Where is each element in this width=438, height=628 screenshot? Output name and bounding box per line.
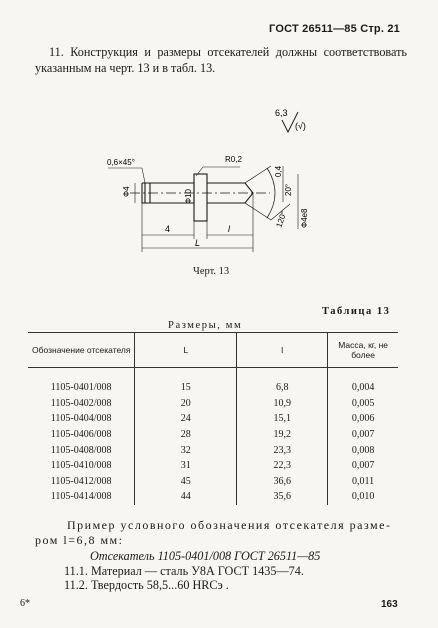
- dim-L-label: L: [195, 238, 201, 248]
- cell-l: 22,3: [237, 458, 328, 474]
- dim-120-label: 120°: [274, 210, 289, 229]
- cell-L: 44: [135, 489, 237, 505]
- cell-l: 19,2: [237, 427, 328, 443]
- cell-l: 36,6: [237, 474, 328, 490]
- section-11-2: 11.2. Твердость 58,5...60 HRCэ .: [64, 578, 229, 592]
- dim-d4-label: Ф4: [122, 186, 131, 197]
- dim-d10-label: Ф10: [184, 189, 193, 204]
- radius-label: R0,2: [225, 155, 242, 164]
- roughness-check-label: (√): [295, 121, 306, 131]
- page-header: ГОСТ 26511—85 Стр. 21: [269, 23, 400, 35]
- cell-L: 20: [135, 396, 237, 412]
- header-l: l: [237, 333, 328, 368]
- table-row: [28, 474, 398, 490]
- table-row: [28, 489, 398, 505]
- table-title: Таблица 13: [322, 306, 391, 317]
- cell-mass: 0,008: [328, 442, 398, 458]
- cell-l: 10,9: [237, 396, 328, 412]
- header-designation: Обозначение отсекателя: [28, 333, 135, 368]
- cell-mass: 0,007: [328, 458, 398, 474]
- cell-mass: 0,010: [328, 489, 398, 505]
- cell-designation: 1105-0406/008: [50, 429, 112, 441]
- table-row: [28, 396, 398, 412]
- header-L: L: [135, 333, 237, 368]
- figure-caption: Черт. 13: [193, 266, 230, 277]
- chamfer-label: 0,6×45°: [107, 158, 135, 167]
- cell-mass: 0,006: [328, 411, 398, 427]
- section-11-1: 11.1. Материал — сталь У8А ГОСТ 1435—74.: [64, 564, 304, 578]
- cell-L: 31: [135, 458, 237, 474]
- table-row: [28, 458, 398, 474]
- example-intro: Пример условного обозначения отсекателя размером l=6,8 мм:: [35, 518, 390, 547]
- cell-designation: 1105-0402/008: [50, 397, 112, 409]
- dimensions-table: [28, 332, 398, 505]
- page-number: 163: [381, 599, 398, 610]
- dim-4-label: 4: [165, 224, 171, 234]
- cell-l: 15,1: [237, 411, 328, 427]
- cell-l: 23,3: [237, 442, 328, 458]
- example-designation: Отсекатель 1105-0401/008 ГОСТ 26511—85: [90, 549, 321, 563]
- cell-designation: 1105-0412/008: [50, 475, 112, 487]
- table-row: [28, 411, 398, 427]
- cell-L: 28: [135, 427, 237, 443]
- cell-mass: 0,011: [328, 474, 398, 490]
- cell-designation: 1105-0404/008: [50, 413, 112, 425]
- section-11-text: 11. Конструкция и размеры отсекателей должны соответствовать указанным на черт. 13 и в табл. 13.: [35, 45, 407, 75]
- cell-l: 35,6: [237, 489, 328, 505]
- cell-L: 15: [135, 368, 237, 396]
- dim-l-label: l: [228, 224, 230, 234]
- table-subtitle: Размеры, мм: [168, 320, 243, 331]
- cell-designation: 1105-0408/008: [50, 444, 112, 456]
- cell-L: 24: [135, 411, 237, 427]
- cell-designation: 1105-0414/008: [50, 491, 112, 503]
- cell-mass: 0,007: [328, 427, 398, 443]
- dim-d4e8-label: Ф4е8: [300, 208, 309, 228]
- header-mass: Масса, кг, не более: [328, 333, 398, 368]
- dim-20-label: 20°: [284, 183, 293, 196]
- cell-L: 32: [135, 442, 237, 458]
- table-row: [28, 442, 398, 458]
- table-header-row: [28, 333, 398, 368]
- cell-L: 45: [135, 474, 237, 490]
- cell-mass: 0,004: [328, 368, 398, 396]
- footer-signature-mark: 6*: [20, 598, 30, 609]
- dim-04-label: 0,4: [274, 165, 283, 177]
- table-row: [28, 427, 398, 443]
- cell-mass: 0,005: [328, 396, 398, 412]
- collar: [194, 174, 207, 221]
- cell-designation: 1105-0401/008: [50, 382, 112, 394]
- cell-l: 6,8: [237, 368, 328, 396]
- cell-designation: 1105-0410/008: [50, 460, 112, 472]
- technical-drawing: [95, 104, 335, 262]
- table-row: [28, 368, 398, 396]
- roughness-label: 6,3: [275, 108, 288, 118]
